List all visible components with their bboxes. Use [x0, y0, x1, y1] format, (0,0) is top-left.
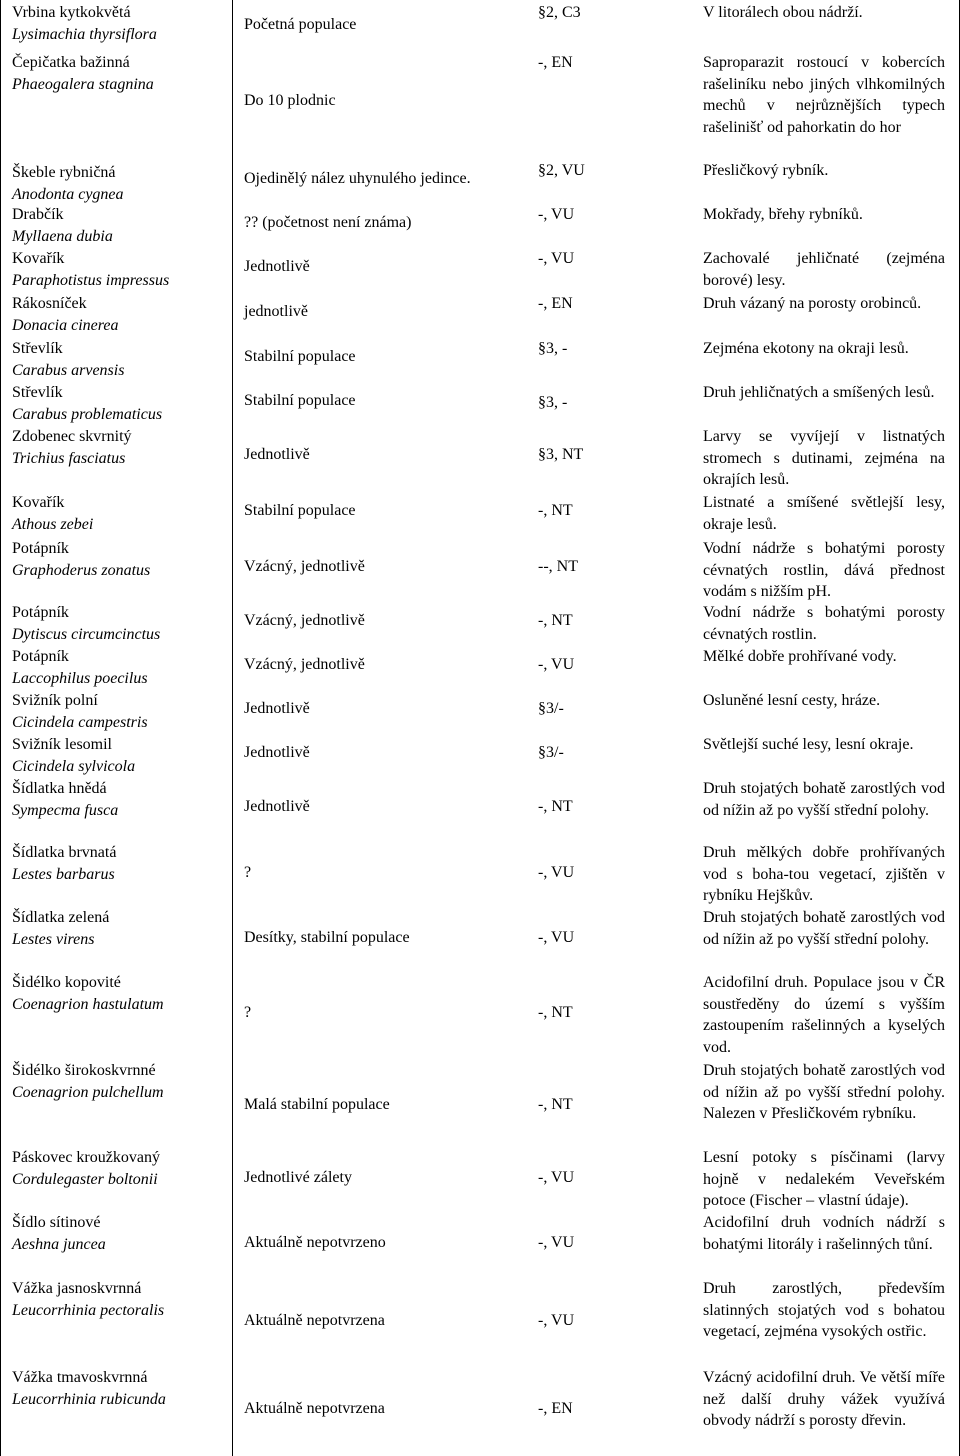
species-name-cell: [12, 382, 230, 425]
habitat-cell: Světlejší suché lesy, lesní okraje.: [703, 736, 914, 753]
habitat-cell: Listnaté a smíšené světlejší lesy, okraje lesů.: [703, 494, 945, 533]
czech-name: Kovařík: [12, 494, 65, 511]
table-row: [0, 1365, 960, 1456]
population-cell: Jednotlivě: [244, 700, 310, 717]
population-cell: Aktuálně nepotvrzeno: [244, 1234, 386, 1251]
population-cell: Stabilní populace: [244, 348, 356, 365]
habitat-cell: Saproparazit rostoucí v kobercích rašeliníku nebo jiných vlhkomilných mechů v nejrůznějších typech rašelinišť od pahorkatin do hor: [703, 54, 945, 136]
species-name-cell: [12, 204, 230, 247]
latin-name: Lestes barbarus: [12, 865, 115, 883]
species-name-cell: [12, 1060, 230, 1103]
species-name-cell: [12, 426, 230, 469]
population-cell: Vzácný, jednotlivě: [244, 612, 365, 629]
latin-name: Trichius fasciatus: [12, 449, 126, 467]
czech-name: Šídlatka zelená: [12, 909, 110, 926]
population-cell: ?: [244, 1004, 252, 1021]
czech-name: Svižník lesomil: [12, 736, 112, 753]
habitat-cell: Druh vázaný na porosty orobinců.: [703, 295, 922, 312]
table-row: [0, 1145, 960, 1210]
latin-name: Coenagrion pulchellum: [12, 1083, 164, 1101]
table-row: [0, 291, 960, 336]
column-divider: [232, 0, 233, 1456]
species-name-cell: [12, 492, 230, 535]
protection-status-cell: -, VU: [538, 1234, 575, 1251]
latin-name: Donacia cinerea: [12, 316, 119, 334]
czech-name: Rákosníček: [12, 295, 87, 312]
population-cell: Početná populace: [244, 16, 357, 33]
latin-name: Leucorrhinia pectoralis: [12, 1301, 165, 1319]
species-name-cell: [12, 538, 230, 581]
latin-name: Cicindela campestris: [12, 713, 148, 731]
habitat-cell: Acidofilní druh. Populace jsou v ČR soustředěny do území s vyšším zastoupením rašelinných a kyselých vod.: [703, 974, 945, 1056]
czech-name: Potápník: [12, 540, 69, 557]
protection-status-cell: -, EN: [538, 295, 573, 312]
table-row: [0, 840, 960, 905]
habitat-cell: Zejména ekotony na okraji lesů.: [703, 340, 909, 357]
habitat-cell: Vodní nádrže s bohatými porosty cévnatých rostlin.: [703, 604, 945, 643]
species-name-cell: [12, 602, 230, 645]
population-cell: Malá stabilní populace: [244, 1096, 390, 1113]
species-name-cell: [12, 1212, 230, 1255]
protection-status-cell: -, NT: [538, 1004, 573, 1021]
latin-name: Cordulegaster boltonii: [12, 1170, 158, 1188]
latin-name: Dytiscus circumcinctus: [12, 625, 161, 643]
habitat-cell: Druh jehličnatých a smíšených lesů.: [703, 384, 935, 401]
czech-name: Šídlatka brvnatá: [12, 844, 117, 861]
habitat-cell: Druh stojatých bohatě zarostlých vod od nížin až po vyšší střední polohy. Nalezen v Přesličkovém rybníku.: [703, 1062, 945, 1122]
latin-name: Lestes virens: [12, 930, 95, 948]
species-name-cell: [12, 646, 230, 689]
population-cell: Desítky, stabilní populace: [244, 929, 410, 946]
population-cell: Stabilní populace: [244, 392, 356, 409]
czech-name: Škeble rybničná: [12, 164, 116, 181]
latin-name: Phaeogalera stagnina: [12, 75, 154, 93]
table-row: [0, 158, 960, 202]
protection-status-cell: -, NT: [538, 502, 573, 519]
protection-status-cell: -, VU: [538, 1312, 575, 1329]
czech-name: Šidélko širokoskvrnné: [12, 1062, 156, 1079]
protection-status-cell: -, VU: [538, 864, 575, 881]
population-cell: Stabilní populace: [244, 502, 356, 519]
habitat-cell: Druh zarostlých, především slatinných stojatých vod s bohatou vegetací, zejména vysokých ostřic.: [703, 1280, 945, 1340]
czech-name: Drabčík: [12, 206, 64, 223]
species-name-cell: [12, 907, 230, 950]
latin-name: Laccophilus poecilus: [12, 669, 148, 687]
latin-name: Anodonta cygnea: [12, 185, 124, 203]
species-name-cell: [12, 248, 230, 291]
habitat-cell: Acidofilní druh vodních nádrží s bohatými litorály i rašelinných tůní.: [703, 1214, 945, 1253]
population-cell: Aktuálně nepotvrzena: [244, 1400, 385, 1417]
table-row: [0, 644, 960, 688]
table-row: [0, 202, 960, 246]
czech-name: Páskovec kroužkovaný: [12, 1149, 160, 1166]
latin-name: Paraphotistus impressus: [12, 271, 170, 289]
latin-name: Sympecma fusca: [12, 801, 119, 819]
population-cell: ?: [244, 864, 252, 881]
habitat-cell: Druh stojatých bohatě zarostlých vod od nížin až po vyšší střední polohy.: [703, 909, 945, 948]
protection-status-cell: §2, C3: [538, 4, 581, 21]
czech-name: Střevlík: [12, 340, 63, 357]
population-cell: ?? (početnost není známa): [244, 214, 412, 231]
czech-name: Vrbina kytkokvětá: [12, 4, 131, 21]
latin-name: Aeshna juncea: [12, 1235, 106, 1253]
species-name-cell: [12, 338, 230, 381]
habitat-cell: Přesličkový rybník.: [703, 162, 829, 179]
species-name-cell: [12, 1367, 230, 1410]
protection-status-cell: §2, VU: [538, 162, 585, 179]
table-row: [0, 536, 960, 600]
table-row: [0, 688, 960, 732]
protection-status-cell: §3, -: [538, 394, 568, 411]
protection-status-cell: -, VU: [538, 250, 575, 267]
czech-name: Potápník: [12, 648, 69, 665]
table-row: [0, 776, 960, 840]
table-row: [0, 380, 960, 424]
species-name-cell: [12, 734, 230, 777]
habitat-cell: Vzácný acidofilní druh. Ve větší míře než další druhy vážek využívá obvody nádrží s porosty dřevin.: [703, 1369, 945, 1429]
population-cell: Jednotlivě: [244, 258, 310, 275]
protection-status-cell: -, NT: [538, 612, 573, 629]
population-cell: Jednotlivě: [244, 744, 310, 761]
protection-status-cell: §3, -: [538, 340, 568, 357]
table-row: [0, 336, 960, 380]
latin-name: Lysimachia thyrsiflora: [12, 25, 157, 43]
table-row: [0, 1210, 960, 1276]
protection-status-cell: -, VU: [538, 1169, 575, 1186]
population-cell: Aktuálně nepotvrzena: [244, 1312, 385, 1329]
protection-status-cell: -, NT: [538, 798, 573, 815]
table-row: [0, 1276, 960, 1365]
population-cell: Vzácný, jednotlivě: [244, 656, 365, 673]
table-row: [0, 905, 960, 970]
czech-name: Svižník polní: [12, 692, 98, 709]
population-cell: Jednotlivě: [244, 446, 310, 463]
table-row: [0, 1058, 960, 1145]
species-name-cell: [12, 972, 230, 1015]
habitat-cell: V litorálech obou nádrží.: [703, 4, 863, 21]
protection-status-cell: -, EN: [538, 54, 573, 71]
czech-name: Střevlík: [12, 384, 63, 401]
table-row: [0, 600, 960, 644]
species-name-cell: [12, 2, 230, 45]
protection-status-cell: -, NT: [538, 1096, 573, 1113]
protection-status-cell: --, NT: [538, 558, 578, 575]
species-name-cell: [12, 842, 230, 885]
latin-name: Cicindela sylvicola: [12, 757, 136, 775]
species-name-cell: [12, 293, 230, 336]
habitat-cell: Vodní nádrže s bohatými porosty cévnatých rostlin, dává přednost vodám s nižším pH.: [703, 540, 945, 600]
czech-name: Kovařík: [12, 250, 65, 267]
population-cell: Do 10 plodnic: [244, 92, 336, 109]
protection-status-cell: §3, NT: [538, 446, 584, 463]
czech-name: Šidélko kopovité: [12, 974, 121, 991]
czech-name: Zdobenec skvrnitý: [12, 428, 132, 445]
table-row: [0, 424, 960, 490]
protection-status-cell: -, VU: [538, 929, 575, 946]
czech-name: Šídlo sítinové: [12, 1214, 101, 1231]
latin-name: Carabus problematicus: [12, 405, 163, 423]
protection-status-cell: §3/-: [538, 700, 564, 717]
table-row: [0, 246, 960, 291]
habitat-cell: Zachovalé jehličnaté (zejména borové) lesy.: [703, 250, 945, 289]
species-name-cell: [12, 162, 230, 205]
population-cell: jednotlivě: [244, 303, 308, 320]
population-cell: Vzácný, jednotlivě: [244, 558, 365, 575]
table-row: [0, 732, 960, 776]
protection-status-cell: -, VU: [538, 206, 575, 223]
protection-status-cell: -, VU: [538, 656, 575, 673]
population-cell: Ojedinělý nález uhynulého jedince.: [244, 170, 471, 187]
population-cell: Jednotlivě: [244, 798, 310, 815]
habitat-cell: Mokřady, břehy rybníků.: [703, 206, 863, 223]
latin-name: Coenagrion hastulatum: [12, 995, 164, 1013]
czech-name: Vážka tmavoskvrnná: [12, 1369, 148, 1386]
czech-name: Potápník: [12, 604, 69, 621]
latin-name: Graphoderus zonatus: [12, 561, 151, 579]
habitat-cell: Lesní potoky s písčinami (larvy hojně v nedalekém Veveřském potoce (Fischer – vlastní údaje).: [703, 1149, 945, 1209]
czech-name: Čepičatka bažinná: [12, 54, 130, 71]
species-name-cell: [12, 1147, 230, 1190]
habitat-cell: Druh stojatých bohatě zarostlých vod od nížin až po vyšší střední polohy.: [703, 780, 945, 819]
habitat-cell: Druh mělkých dobře prohřívaných vod s boha-tou vegetací, zjištěn v rybníku Hejškův.: [703, 844, 945, 904]
column-divider: [0, 0, 1, 1456]
latin-name: Carabus arvensis: [12, 361, 125, 379]
table-row: [0, 490, 960, 536]
protection-status-cell: -, EN: [538, 1400, 573, 1417]
czech-name: Vážka jasnoskvrnná: [12, 1280, 142, 1297]
habitat-cell: Osluněné lesní cesty, hráze.: [703, 692, 881, 709]
species-name-cell: [12, 52, 230, 95]
habitat-cell: Larvy se vyvíjejí v listnatých stromech s dutinami, zejména na okrajích lesů.: [703, 428, 945, 488]
czech-name: Šídlatka hnědá: [12, 780, 107, 797]
latin-name: Myllaena dubia: [12, 227, 113, 245]
protection-status-cell: §3/-: [538, 744, 564, 761]
habitat-cell: Mělké dobře prohřívané vody.: [703, 648, 897, 665]
latin-name: Leucorrhinia rubicunda: [12, 1390, 166, 1408]
species-name-cell: [12, 1278, 230, 1321]
species-name-cell: [12, 690, 230, 733]
table-row: [0, 970, 960, 1058]
species-name-cell: [12, 778, 230, 821]
population-cell: Jednotlivé zálety: [244, 1169, 352, 1186]
table-row: [0, 50, 960, 158]
table-row: [0, 0, 960, 50]
latin-name: Athous zebei: [12, 515, 94, 533]
